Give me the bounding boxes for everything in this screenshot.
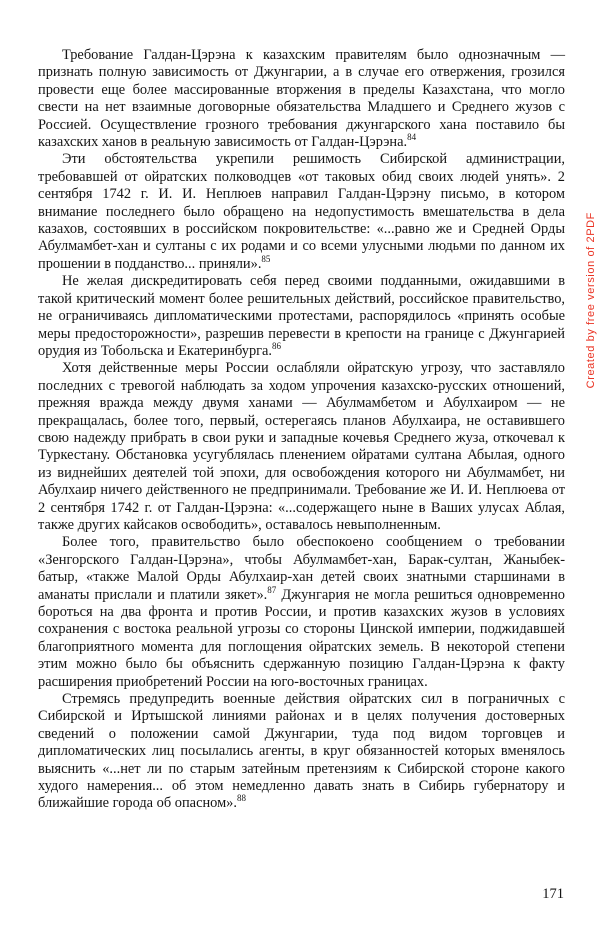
footnote-marker: 88 xyxy=(236,793,246,804)
paragraph-text: Хотя действенные меры России ослабляли ойратскую угрозу, что заставляло последних с тревогой наблюдать за ходом упрочения казахско-русских отношений, прежняя вражда между двумя ханами — Абулмамбетом и Абулхаиром — не прекращалась, более того, первый, остерегаясь планов Абулхаира, не оставившего свою надежду прибрать в свои руки и западные кочевья Среднего жуза, откочевал к Туркестану. Обстановка усугублялась пленением ойратами султана Абылая, одного из виднейших деятелей той эпохи, для освобождения которого ни Абулмамбет, ни Абулхаир ничего действенного не предпринимали. Требование же И. И. Неплюева от 2 сентября 1742 г. от Галдан-Цэрэна: «...содержащего ныне в Ваших улусах Аблая, также других кайсаков освободить», оставалось невыполненным. xyxy=(38,360,565,533)
footnote-marker: 87 xyxy=(267,584,277,595)
paragraph-text: Требование Галдан-Цэрэна к казахским правителям было однозначным — признать полную зависимость от Джунгарии, а в случае его отвержения, грозился провести еще более массированные вторжения в пределы Казахстана, что могло свести на нет взаимные договорные обязательства Младшего и Среднего жузов с Россией. Осуществление грозного требования джунгарского хана поставило бы казахских ханов в реальную зависимость от Галдан-Цэрэна. xyxy=(38,47,565,151)
paragraph-text: Более того, правительство было обеспокоено сообщением о требовании «Зенгорского Галдан-Цэрэна», чтобы Абулмамбет-хан, Барак-султан, Жаныбек-батыр, «также Малой Орды Абулхаир-хан детей своих знатными старшинами в аманаты прислали и платили зякет». xyxy=(38,534,565,603)
paragraph xyxy=(38,360,565,534)
footnote-marker: 85 xyxy=(261,254,271,265)
paragraph xyxy=(38,691,565,813)
footnote-marker: 86 xyxy=(272,341,282,352)
paragraph xyxy=(38,151,565,273)
text-block xyxy=(38,47,565,813)
paragraph xyxy=(38,47,565,151)
paragraph xyxy=(38,534,565,691)
paragraph-text: Стремясь предупредить военные действия ойратских сил в пограничных с Сибирской и Иртышской линиями районах и в целях получения достоверных сведений о положении самой Джунгарии, туда под видом торговцев и дипломатических лиц посылались агенты, в круг обязанностей которых вменялось выяснить «...нет ли по старым затейным претензиям к Сибирской стороне какого худого намерения... об этом немедленно давать знать в Сибирь губернатору и ближайшие города об опасном». xyxy=(38,691,565,812)
page-number: 171 xyxy=(542,886,564,902)
watermark-text: Created by free version of 2PDF xyxy=(585,212,597,389)
paragraph xyxy=(38,273,565,360)
paragraph-text: Не желая дискредитировать себя перед своими подданными, ожидавшими в такой критический момент более решительных действий, российское правительство, не ограничиваясь дипломатическими протестами, распорядилось «принять особые меры предосторожности», разрешив перевести в крепости на границе с Джунгарией орудия из Тобольска и Екатеринбурга. xyxy=(38,273,565,359)
footnote-marker: 84 xyxy=(407,132,417,143)
paragraph-text: Джунгария не могла решиться одновременно бороться на два фронта и против России, и против казахских жузов в условиях сохранения с востока реальной угрозы со стороны Цинской империи, поджидавшей благоприятного момента для поглощения ойратских земель. В некоторой степени этим можно было бы объяснить сдержанную позицию Галдан-Цэрэна к факту расширения приобретений России на юго-восточных границах. xyxy=(38,586,565,690)
paragraph-text: Эти обстоятельства укрепили решимость Сибирской администрации, требовавшей от ойратских полководцев «от таковых обид своих людей унять». 2 сентября 1742 г. И. И. Неплюев направил Галдан-Цэрэну письмо, в котором внимание последнего было обращено на недопустимость вмешательства в дела казахов, состоявших в российском покровительстве: «...равно же и Средней Орды Абулмамбет-хан и султаны с их родами и со всеми улусными людьми по данном их прошении в подданство... приняли». xyxy=(38,151,565,272)
